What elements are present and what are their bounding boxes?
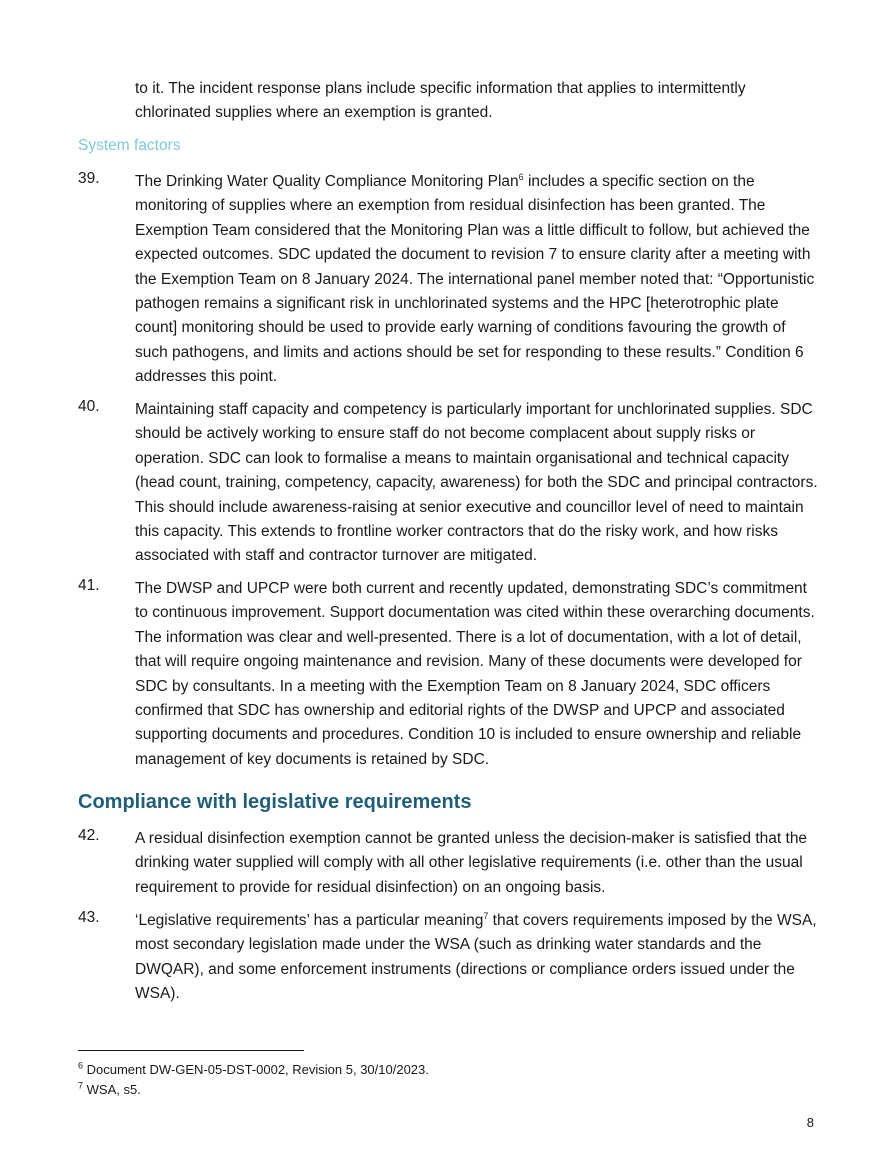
footnote-7 bbox=[78, 1080, 429, 1100]
footnote-divider bbox=[78, 1050, 304, 1051]
paragraph-42 bbox=[78, 827, 818, 900]
paragraph-40 bbox=[78, 398, 818, 569]
paragraph-43 bbox=[78, 909, 818, 1007]
paragraph-text bbox=[135, 909, 818, 1007]
paragraph-39 bbox=[78, 170, 818, 390]
paragraph-text: The DWSP and UPCP were both current and recently updated, demonstrating SDC’s commitment to continuous improvement. Support documentation was cited within these overarching documents. The information was clear and well-presented. There is a lot of documentation, with a lot of detail, that will require ongoing maintenance and revision. Many of these documents were developed for SDC by consultants. In a meeting with the Exemption Team on 8 January 2024, SDC officers confirmed that SDC has ownership and editorial rights of the DWSP and UPCP and associated supporting documents and procedures. Condition 10 is included to ensure ownership and reliable management of key documents is retained by SDC. bbox=[135, 580, 815, 768]
paragraph-text: Maintaining staff capacity and competency is particularly important for unchlorinated supplies. SDC should be actively working to ensure staff do not become complacent about supply risks or operation. SDC can look to formalise a means to maintain organisational and technical capacity (head count, training, competency, capacity, awareness) for both the SDC and principal contractors. This should include awareness-raising at senior executive and councillor level of need to maintain this capacity. This extends to frontline worker contractors that do the risky work, and how risks associated with staff and contractor turnover are mitigated. bbox=[135, 401, 818, 565]
footnote-mark: 6 bbox=[78, 1060, 84, 1071]
subheading-system-factors: System factors bbox=[78, 137, 181, 154]
paragraph-text-part: The Drinking Water Quality Compliance Monitoring Plan bbox=[135, 173, 519, 190]
paragraph-41 bbox=[78, 577, 818, 772]
footnote-6 bbox=[78, 1060, 429, 1080]
footnote-mark: 7 bbox=[78, 1080, 84, 1091]
paragraph-number: 42. bbox=[78, 827, 100, 844]
paragraph-text bbox=[135, 170, 818, 390]
paragraph-number: 41. bbox=[78, 577, 100, 594]
paragraph-number: 39. bbox=[78, 170, 100, 187]
footnote-ref[interactable]: 6 bbox=[518, 171, 524, 182]
section-heading: Compliance with legislative requirements bbox=[78, 791, 472, 813]
paragraph-continuation: to it. The incident response plans include specific information that applies to intermittently chlorinated supplies where an exemption is granted. bbox=[135, 80, 746, 122]
paragraph-number: 40. bbox=[78, 398, 100, 415]
paragraph-text-part: that covers requirements imposed by the WSA, most secondary legislation made under the WSA (such as drinking water standards and the DWQAR), and some enforcement instruments (directions or compliance orders issued under the WSA). bbox=[135, 912, 817, 1003]
paragraph-number: 43. bbox=[78, 909, 100, 926]
footnote-text: WSA, s5. bbox=[83, 1082, 141, 1097]
footnote-text: Document DW-GEN-05-DST-0002, Revision 5, 30/10/2023. bbox=[83, 1062, 429, 1077]
paragraph-text-part: includes a specific section on the monitoring of supplies where an exemption from residual disinfection has been granted. The Exemption Team considered that the Monitoring Plan was a little difficult to follow, but achieved the expected outcomes. SDC updated the document to revision 7 to ensure clarity after a meeting with the Exemption Team on 8 January 2024. The international panel member noted that: “Opportunistic pathogen remains a significant risk in unchlorinated systems and the HPC [heterotrophic plate count] monitoring should be used to provide early warning of conditions favouring the growth of such pathogens, and limits and actions should be set for responding to these results.” Condition 6 addresses this point. bbox=[135, 173, 815, 386]
paragraph-text-part: ‘Legislative requirements’ has a particular meaning bbox=[135, 912, 484, 929]
footnotes bbox=[78, 1060, 429, 1100]
footnote-ref[interactable]: 7 bbox=[483, 910, 489, 921]
page-number: 8 bbox=[806, 1115, 814, 1130]
paragraph-text: A residual disinfection exemption cannot be granted unless the decision-maker is satisfied that the drinking water supplied will comply with all other legislative requirements (i.e. other than the usual requirement to provide for residual disinfection) on an ongoing basis. bbox=[135, 830, 808, 896]
